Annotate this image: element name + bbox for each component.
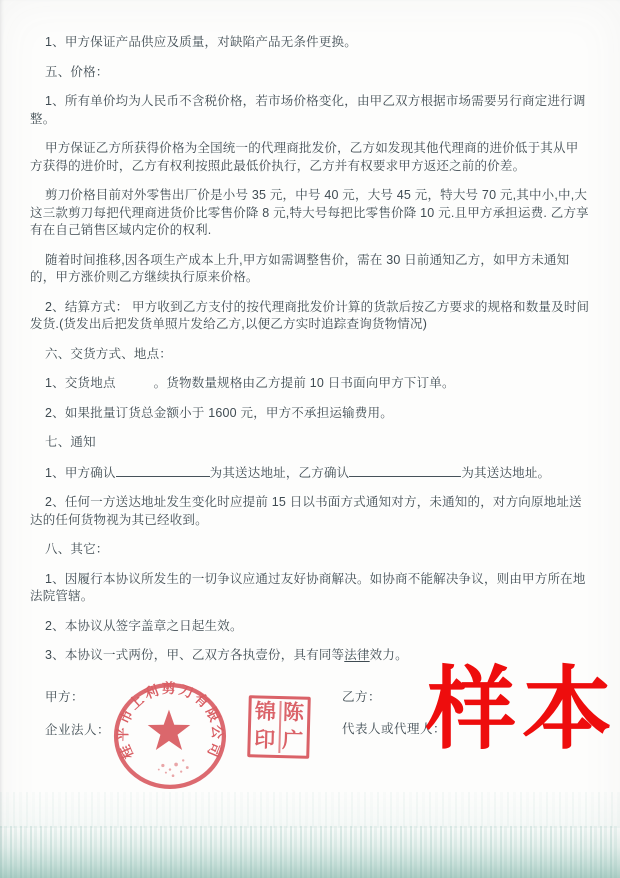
square-seal-char: 陈 [282, 700, 305, 725]
seal-ink-smudge [158, 759, 189, 777]
square-seal-char: 印 [253, 727, 276, 752]
clause-delivery-location [30, 375, 590, 393]
square-seal-char: 广 [281, 728, 304, 753]
copies-text-post: 效力。 [369, 648, 408, 662]
section-title-other: 八、其它： [45, 542, 109, 556]
company-round-seal [112, 680, 230, 790]
clause-effective-date: 2、本协议从签字盖章之日起生效。 [45, 618, 243, 633]
scan-noise-speckle [0, 792, 620, 828]
section-title-delivery: 六、交货方式、地点： [45, 346, 173, 361]
copies-law-underlined: 法律 [344, 648, 370, 662]
clause-address-confirm [30, 464, 590, 483]
party-a-address-blank [116, 464, 210, 477]
square-seal-char: 锦 [254, 699, 277, 724]
address-confirm-party-a: 1、甲方确认 [45, 465, 116, 480]
section-title-price: 五、价格： [45, 64, 109, 79]
clause-price-tax: 1、所有单价均为人民币不含税价格，若市场价格变化，由甲乙双方根据市场需要另行商定进行调整。 [30, 94, 586, 126]
delivery-location-suffix: 。货物数量规格由乙方提前 10 日书面向甲方下订单。 [153, 376, 455, 390]
square-seal-row-top [251, 698, 308, 727]
clause-dispute: 1、因履行本协议所发生的一切争议应通过友好协商解决。如协商不能解决争议，则由甲方所在地法院管辖。 [30, 571, 586, 603]
clause-price-wholesale: 甲方保证乙方所获得价格为全国统一的代理商批发价，乙方如发现其他代理商的进价低于其从甲方获得的进价时，乙方有权利按照此最低价执行，乙方并有权要求甲方返还之前的价差。 [30, 141, 579, 173]
clause-min-order: 2、如果批量订货总金额小于 1600 元，甲方不承担运输费用。 [45, 405, 393, 420]
address-confirm-party-b: 为其送达地址，乙方确认 [209, 465, 350, 480]
star-icon [148, 710, 191, 750]
square-seal-row-bottom [250, 726, 307, 755]
clause-price-adjust-notice: 随着时间推移,因各项生产成本上升,甲方如需调整售价，需在 30 日前通知乙方，如甲方未通知的，甲方涨价则乙方继续执行原来价格。 [30, 252, 570, 284]
sample-watermark: 样本 [426, 661, 618, 760]
party-b-label: 乙方： [342, 690, 382, 704]
round-seal-company-text: 桂平市上利剪刀有限公司 [115, 681, 225, 762]
address-confirm-tail: 为其送达地址。 [461, 465, 551, 480]
copies-text-pre: 3、本协议一式两份，甲、乙双方各执壹份，具有同等 [45, 648, 345, 662]
scan-artifact-band [0, 826, 620, 878]
delivery-location-prefix: 1、交货地点 [45, 376, 116, 390]
clause-address-change: 2、任何一方送达地址发生变化时应提前 15 日以书面方式通知对方，未通知的，对方向原地址送达的任何货物视为其已经收到。 [30, 495, 582, 527]
personal-name-square-seal [247, 695, 311, 759]
party-a-label: 甲方： [45, 690, 85, 704]
legal-person-label: 企业法人： [45, 723, 111, 737]
clause-settlement: 2、结算方式： 甲方收到乙方支付的按代理商批发价计算的货款后按乙方要求的规格和数量及时间发货.(货发出后把发货单照片发给乙方,以便乙方实时追踪查询货物情况) [30, 299, 590, 331]
party-b-address-blank [349, 464, 461, 477]
representative-label: 代表人或代理人： [342, 722, 447, 736]
clause-price-list: 剪刀价格目前对外零售出厂价是小号 35 元，中号 40 元，大号 45 元，特大号 70 元,其中小,中,大这三款剪刀每把代理商进货价比零售价降 8 元,特大号每把比零售价降 10 元.且甲方承担运费. 乙方享有在自己销售区域内定价的权利. [30, 188, 589, 237]
clause-product-quality: 1、甲方保证产品供应及质量，对缺陷产品无条件更换。 [45, 35, 357, 49]
section-title-notice: 七、通知 [45, 435, 96, 449]
